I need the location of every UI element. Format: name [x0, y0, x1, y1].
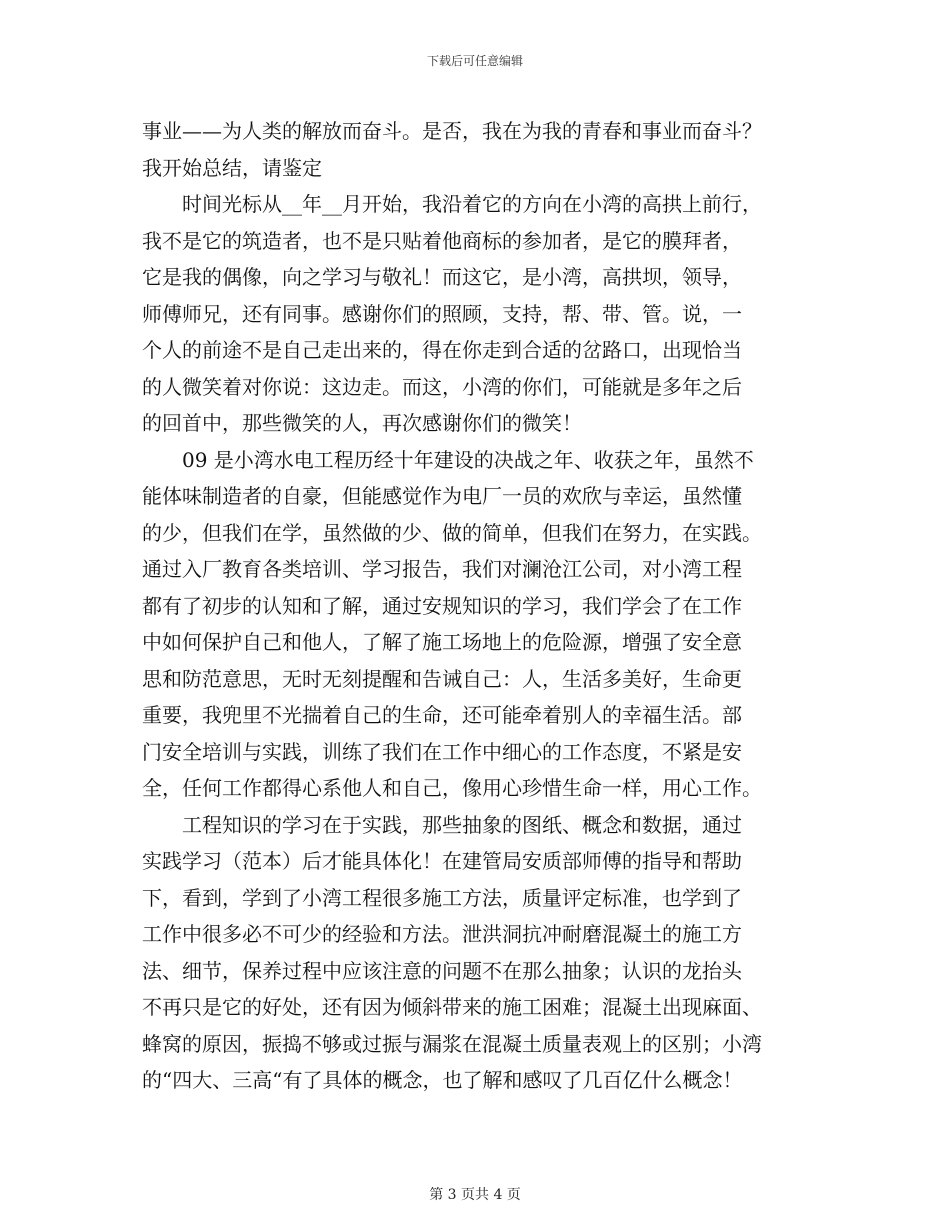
text-line: 的“四大、三高“有了具体的概念，也了解和感叹了几百亿什么概念！ [142, 1068, 743, 1092]
text-line: 中如何保护自己和他人，了解了施工场地上的危险源，增强了安全意 [142, 630, 742, 654]
text-line: 09 是小湾水电工程历经十年建设的决战之年、收获之年，虽然不 [182, 447, 754, 472]
paragraph [142, 807, 810, 1099]
text-line: 事业——为人类的解放而奋斗。是否，我在为我的青春和事业而奋斗？ [142, 119, 762, 143]
text-line: 蜂窝的原因，振捣不够或过振与漏浆在混凝土质量表观上的区别；小湾 [142, 1031, 762, 1056]
document-body [142, 113, 810, 1099]
paragraph [142, 186, 810, 442]
text-line: 法、细节，保养过程中应该注意的问题不在那么抽象；认识的龙抬头 [142, 958, 742, 983]
page-footer: 第 3 页共 4 页 [429, 1187, 521, 1203]
text-line: 它是我的偶像，向之学习与敬礼！而这它，是小湾，高拱坝，领导， [142, 265, 742, 289]
text-line: 下，看到，学到了小湾工程很多施工方法，质量评定标准，也学到了 [142, 885, 742, 910]
text-line: 能体味制造者的自豪，但能感觉作为电厂一员的欢欣与幸运，虽然懂 [142, 484, 742, 508]
text-line: 通过入厂教育各类培训、学习报告，我们对澜沧江公司，对小湾工程 [142, 557, 742, 581]
text-line: 工程知识的学习在于实践，那些抽象的图纸、概念和数据，通过 [182, 812, 742, 837]
paragraph [142, 113, 810, 186]
text-line: 时间光标从__年__月开始，我沿着它的方向在小湾的高拱上前行， [182, 192, 762, 216]
text-line: 全，任何工作都得心系他人和自己，像用心珍惜生命一样，用心工作。 [142, 776, 762, 800]
text-line: 师傅师兄，还有同事。感谢你们的照顾，支持，帮、带、管。说，一 [142, 301, 742, 326]
text-line: 都有了初步的认知和了解，通过安规知识的学习，我们学会了在工作 [142, 593, 742, 618]
text-line: 的回首中，那些微笑的人，再次感谢你们的微笑！ [142, 411, 582, 435]
text-line: 实践学习（范本）后才能具体化！在建管局安质部师傅的指导和帮助 [142, 849, 742, 873]
text-line: 的人微笑着对你说：这边走。而这，小湾的你们，可能就是多年之后 [142, 374, 742, 399]
text-line: 门安全培训与实践，训练了我们在工作中细心的工作态度，不紧是安 [142, 739, 742, 764]
text-line: 工作中很多必不可少的经验和方法。泄洪洞抗冲耐磨混凝土的施工方 [142, 922, 742, 946]
text-line: 思和防范意思，无时无刻提醒和告诫自己：人，生活多美好，生命更 [142, 666, 742, 691]
text-line: 的少，但我们在学，虽然做的少、做的简单，但我们在努力，在实践。 [142, 520, 762, 545]
text-line: 我开始总结，请鉴定 [142, 155, 322, 180]
text-line: 不再只是它的好处，还有因为倾斜带来的施工困难；混凝土出现麻面、 [142, 995, 762, 1019]
paragraph [142, 442, 810, 807]
text-line: 我不是它的筑造者，也不是只贴着他商标的参加者，是它的膜拜者， [142, 228, 742, 253]
text-line: 个人的前途不是自己走出来的，得在你走到合适的岔路口，出现恰当 [142, 338, 742, 362]
text-line: 重要，我兜里不光揣着自己的生命，还可能牵着别人的幸福生活。部 [142, 703, 742, 727]
page-header: 下载后可任意编辑 [426, 54, 523, 68]
